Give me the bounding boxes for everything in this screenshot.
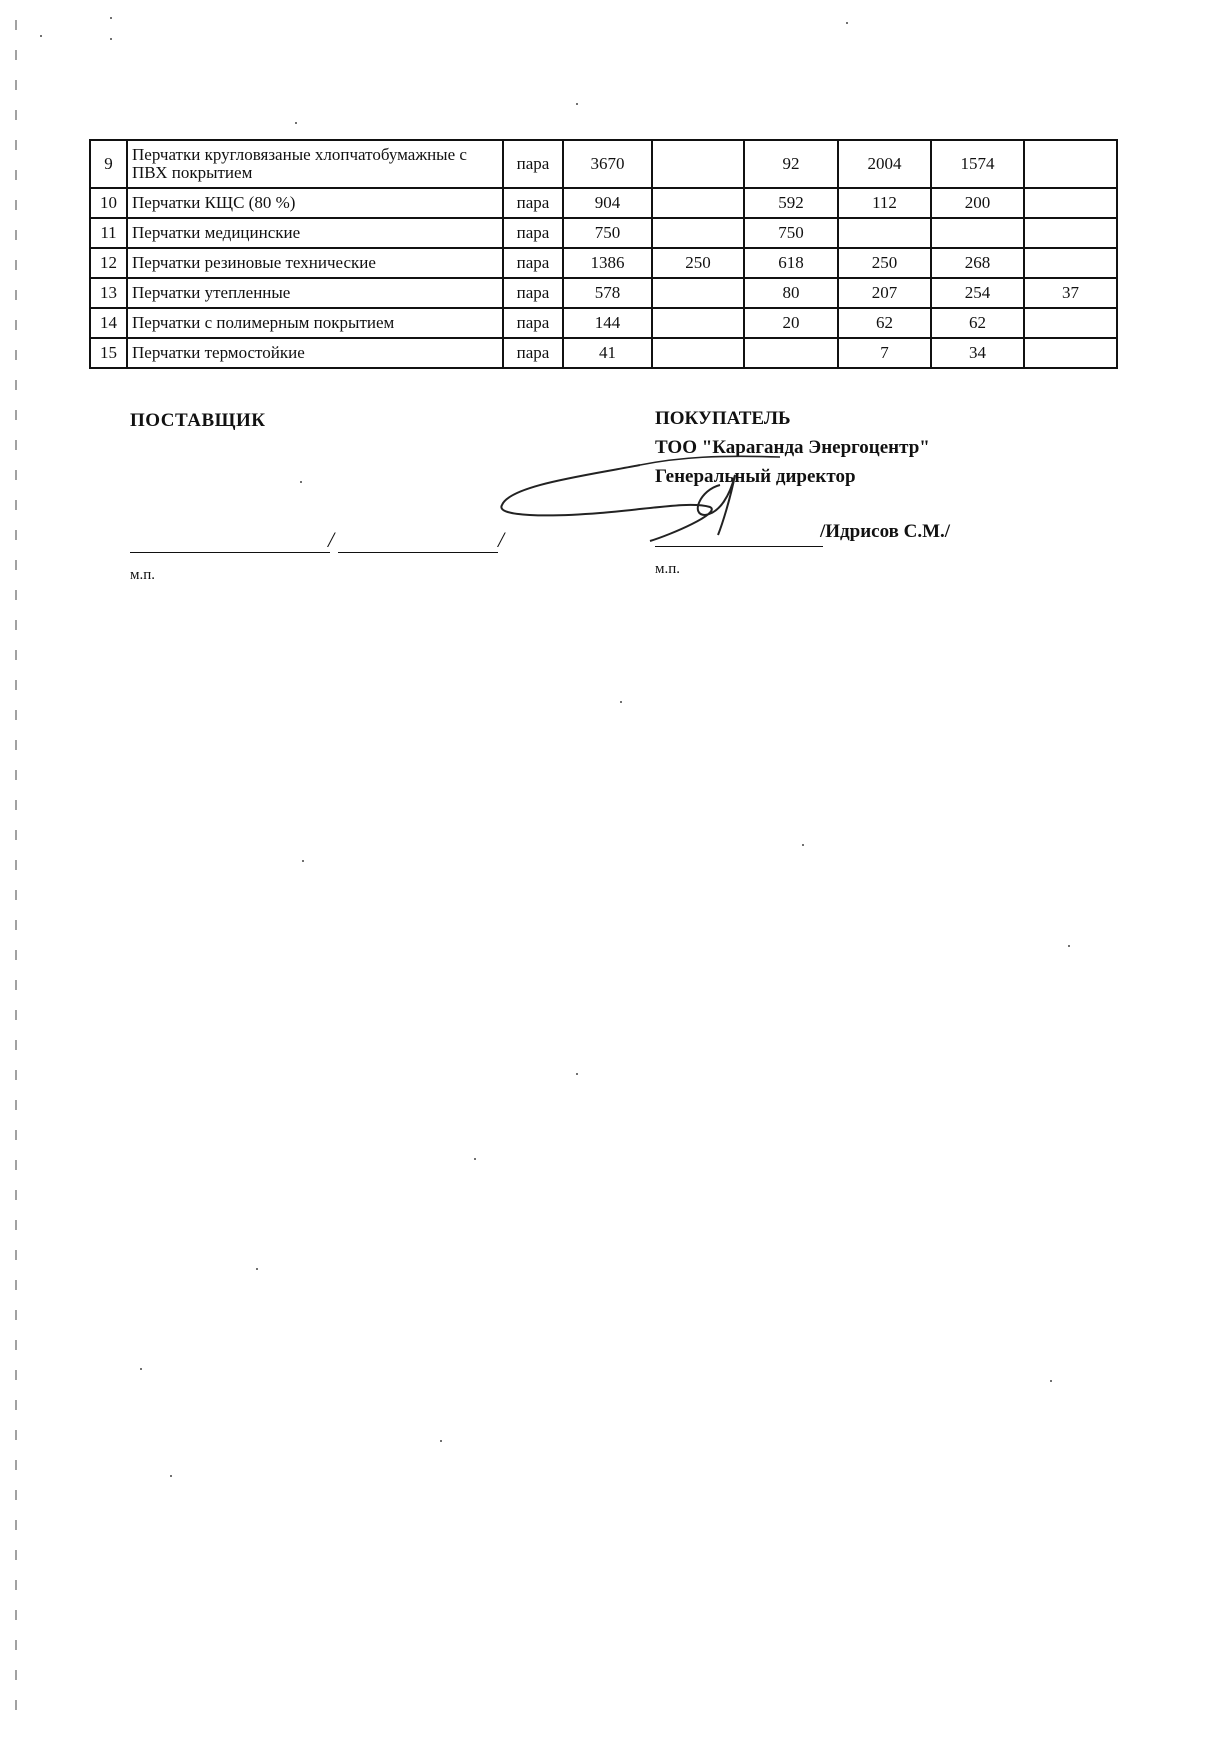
scan-speck [300,481,302,483]
table-cell-c4: 62 [838,308,931,338]
table-cell-c2 [652,338,744,368]
table-cell-unit: пара [503,338,563,368]
table-cell-c4: 112 [838,188,931,218]
scan-speck [620,701,622,703]
table-cell-c5: 34 [931,338,1024,368]
table-cell-name: Перчатки резиновые технические [127,248,503,278]
scan-speck [576,1073,578,1075]
scan-speck [110,17,112,19]
buyer-company: ТОО "Караганда Энергоцентр" [655,437,930,458]
table-cell-num: 14 [90,308,127,338]
supplier-title: ПОСТАВЩИК [130,410,266,431]
table-cell-name: Перчатки утепленные [127,278,503,308]
table-cell-unit: пара [503,218,563,248]
table-cell-c1: 41 [563,338,652,368]
supplier-name-line [338,552,498,553]
table-cell-c1: 578 [563,278,652,308]
handwritten-signature-icon [490,455,800,565]
table-cell-c2 [652,278,744,308]
supplier-signature-line [130,552,330,553]
table-row [90,308,1117,338]
table-cell-c1: 144 [563,308,652,338]
scan-speck [140,1368,142,1370]
table-cell-c6: 37 [1024,278,1117,308]
table-cell-name: Перчатки термостойкие [127,338,503,368]
scan-speck [1050,1380,1052,1382]
scan-speck [1068,945,1070,947]
table-cell-c6 [1024,218,1117,248]
scan-speck [846,22,848,24]
table-cell-unit: пара [503,188,563,218]
table-cell-unit: пара [503,278,563,308]
table-cell-c3: 618 [744,248,838,278]
table-cell-c5: 254 [931,278,1024,308]
supplier-stamp-label: м.п. [130,567,156,583]
table-cell-c4: 250 [838,248,931,278]
table-cell-c5: 62 [931,308,1024,338]
table-cell-c6 [1024,308,1117,338]
table-cell-unit: пара [503,248,563,278]
table-cell-c6 [1024,338,1117,368]
scan-speck [110,38,112,40]
table-cell-c3: 750 [744,218,838,248]
scan-speck [256,1268,258,1270]
scan-speck [40,35,42,37]
table-cell-num: 11 [90,218,127,248]
table-cell-c3: 592 [744,188,838,218]
scan-speck [170,1475,172,1477]
table-row [90,188,1117,218]
table-cell-c3: 80 [744,278,838,308]
scan-speck [302,860,304,862]
table-cell-c4: 207 [838,278,931,308]
table-cell-c3: 20 [744,308,838,338]
table-cell-c5 [931,218,1024,248]
table-cell-name: Перчатки с полимерным покрытием [127,308,503,338]
table-cell-c1: 750 [563,218,652,248]
table-cell-c2 [652,140,744,188]
table-cell-num: 15 [90,338,127,368]
goods-table [89,139,1118,369]
table-cell-c5: 268 [931,248,1024,278]
buyer-position: Генеральный директор [655,466,856,487]
table-cell-c5: 1574 [931,140,1024,188]
table-cell-c5: 200 [931,188,1024,218]
scan-margin-artifact [15,20,17,1710]
table-cell-name: Перчатки кругловязаные хлопчатобумажные с ПВХ покрытием [127,140,503,188]
scan-speck [295,122,297,124]
buyer-title: ПОКУПАТЕЛЬ [655,408,791,429]
table-cell-num: 12 [90,248,127,278]
scan-speck [474,1158,476,1160]
table-cell-c4: 7 [838,338,931,368]
table-cell-c6 [1024,188,1117,218]
signature-separator: / [328,527,335,552]
table-cell-c2: 250 [652,248,744,278]
table-row [90,140,1117,188]
table-cell-c2 [652,308,744,338]
table-cell-num: 13 [90,278,127,308]
table-cell-c1: 3670 [563,140,652,188]
table-row [90,278,1117,308]
table-cell-name: Перчатки КЩС (80 %) [127,188,503,218]
table-cell-unit: пара [503,308,563,338]
table-cell-c2 [652,188,744,218]
table-row [90,338,1117,368]
signature-separator: / [498,527,505,552]
table-cell-c2 [652,218,744,248]
scan-speck [576,103,578,105]
table-cell-c3: 92 [744,140,838,188]
table-row [90,248,1117,278]
scan-speck [802,844,804,846]
table-row [90,218,1117,248]
table-cell-unit: пара [503,140,563,188]
table-cell-c3 [744,338,838,368]
table-cell-name: Перчатки медицинские [127,218,503,248]
table-cell-c6 [1024,248,1117,278]
table-cell-num: 9 [90,140,127,188]
table-cell-c1: 904 [563,188,652,218]
buyer-director-name: /Идрисов С.М./ [820,521,951,542]
table-cell-num: 10 [90,188,127,218]
table-cell-c1: 1386 [563,248,652,278]
scan-speck [440,1440,442,1442]
table-cell-c4: 2004 [838,140,931,188]
table-cell-c4 [838,218,931,248]
table-cell-c6 [1024,140,1117,188]
buyer-stamp-label: м.п. [655,561,681,577]
